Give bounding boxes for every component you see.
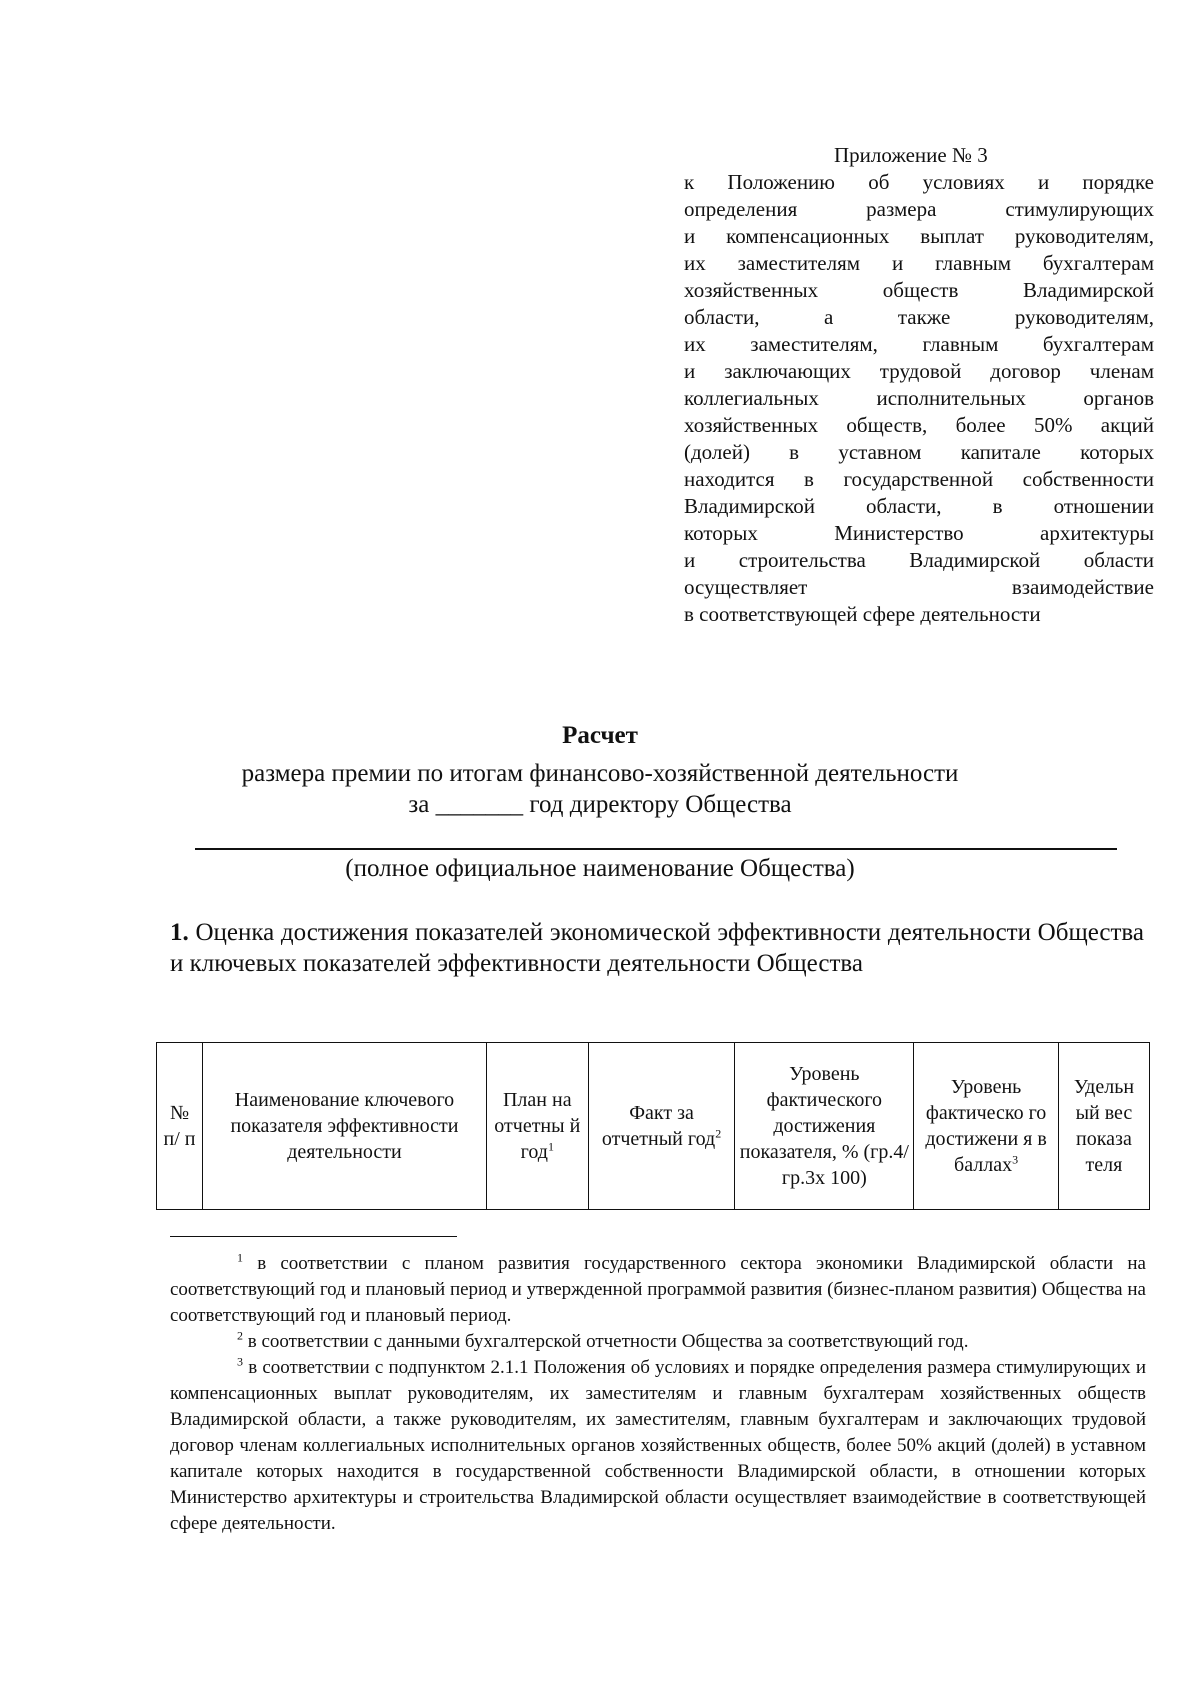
appendix-line: их заместителям и главным бухгалтерам <box>684 251 1154 275</box>
document-title: Расчет <box>562 722 638 749</box>
header-cell-fact: Факт за отчетный год$^2$ <box>588 1043 735 1210</box>
appendix-line: и компенсационных выплат руководителям, <box>684 224 1154 248</box>
header-cell-weight: Удельн ый вес показа теля <box>1058 1043 1149 1210</box>
table-header-row <box>157 1043 1150 1210</box>
appendix-line: (долей) в уставном капитале которых <box>684 440 1154 464</box>
appendix-line: их заместителям, главным бухгалтерам <box>684 332 1154 356</box>
footnote-ref: 2 <box>715 1126 722 1141</box>
appendix-line: области, а также руководителям, <box>684 305 1154 329</box>
appendix-title: Приложение № 3 <box>834 143 988 167</box>
section-heading <box>170 917 1144 979</box>
appendix-line: хозяйственных обществ Владимирской <box>684 278 1154 302</box>
subtitle-line: размера премии по итогам финансово-хозяйственной деятельности <box>241 760 959 787</box>
appendix-line: которых Министерство архитектуры <box>684 521 1154 545</box>
org-name-underline <box>195 848 1117 850</box>
appendix-line: и строительства Владимирской области <box>684 548 1154 572</box>
footnote-ref: 1 <box>547 1139 554 1154</box>
header-cell-achievement-points: Уровень фактическо го достижени я в баллах$^3$ <box>914 1043 1059 1210</box>
appendix-line: в соответствующей сфере деятельности <box>684 602 1041 626</box>
header-cell-indicator-name: Наименование ключевого показателя эффективности деятельности <box>203 1043 487 1210</box>
appendix-line: осуществляет взаимодействие <box>684 575 1154 599</box>
footnote-2: $^2$ в соответствии с данными бухгалтерской отчетности Общества за соответствующий год. <box>237 1328 969 1352</box>
appendix-line: коллегиальных исполнительных органов <box>684 386 1154 410</box>
footnote-1: $^1$ в соответствии с планом развития государственного сектора экономики Владимирской области на соответствующий год и плановый период и утвержденной программой развития (бизнес-планом развития) Общества на соответствующий год и плановый период. <box>170 1250 1146 1326</box>
footnotes <box>170 1251 1146 1537</box>
section-number: 1. <box>170 919 189 946</box>
footnote-3: $^3$ в соответствии с подпунктом 2.1.1 Положения об условиях и порядке определения размера стимулирующих и компенсационных выплат руководителям, их заместителям и главным бухгалтерам хозяйственных обществ Владимирской области, а также руководителям, их заместителям, главным бухгалтерам и заключающих трудовой договор членам коллегиальных исполнительных органов хозяйственных обществ, более 50% акций (долей) в уставном капитале которых находится в государственной собственности Владимирской области, в отношении которых Министерство архитектуры и строительства Владимирской области осуществляет взаимодействие в соответствующей сфере деятельности. <box>170 1354 1146 1534</box>
appendix-line: Владимирской области, в отношении <box>684 494 1154 518</box>
org-name-caption: (полное официальное наименование Общества) <box>345 855 855 882</box>
header-cell-plan: План на отчетны й год$^1$ <box>486 1043 588 1210</box>
header-cell-number: № п/ п <box>157 1043 203 1210</box>
appendix-body <box>684 169 1154 628</box>
appendix-line: к Положению об условиях и порядке <box>684 170 1154 194</box>
appendix-header <box>684 142 1154 628</box>
footnote-separator <box>170 1236 457 1237</box>
document-subtitle <box>0 758 1200 820</box>
kpi-table <box>156 1042 1150 1210</box>
appendix-line: хозяйственных обществ, более 50% акций <box>684 413 1154 437</box>
subtitle-line: за _______ год директору Общества <box>408 791 792 818</box>
section-text: Оценка достижения показателей экономической эффективности деятельности Общества и ключевых показателей эффективности деятельности Общества <box>170 919 1145 977</box>
appendix-line: и заключающих трудовой договор членам <box>684 359 1154 383</box>
appendix-line: определения размера стимулирующих <box>684 197 1154 221</box>
header-cell-achievement-percent: Уровень фактического достижения показателя, % (гр.4/гр.3х 100) <box>735 1043 914 1210</box>
footnote-ref: 3 <box>1012 1152 1019 1167</box>
appendix-line: находится в государственной собственности <box>684 467 1154 491</box>
